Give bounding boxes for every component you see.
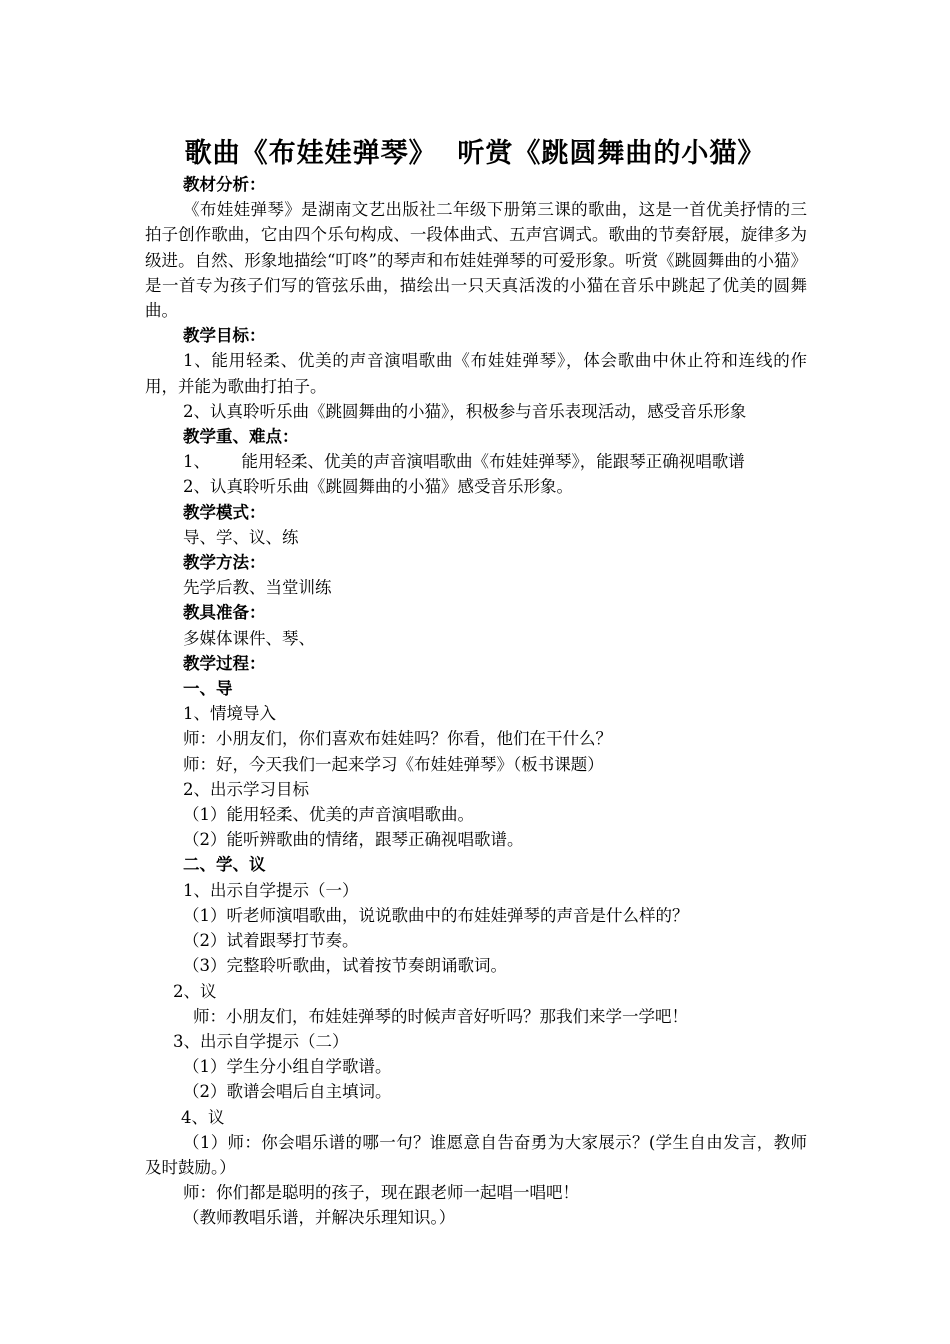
process-line: （2）能听辨歌曲的情绪，跟琴正确视唱歌谱。 xyxy=(183,830,524,850)
heading-analysis: 教材分析： xyxy=(183,175,266,194)
process-line: 4、议 xyxy=(181,1107,225,1127)
process-line: （1）师：你会唱乐谱的哪一句？谁愿意自告奋勇为大家展示？(学生自由发言，教师及时鼓励。） xyxy=(145,1132,807,1177)
goal-item-1: 1、能用轻柔、优美的声音演唱歌曲《布娃娃弹琴》，体会歌曲中休止符和连线的作用，并能为歌曲打拍子。 xyxy=(145,351,807,396)
process-line: （1）能用轻柔、优美的声音演唱歌曲。 xyxy=(183,805,474,825)
process-line: 师：你们都是聪明的孩子，现在跟老师一起唱一唱吧！ xyxy=(183,1183,579,1203)
heading-key-points: 教学重、难点： xyxy=(183,427,299,447)
method-text: 先学后教、当堂训练 xyxy=(183,578,332,598)
process-line: （2）歌谱会唱后自主填词。 xyxy=(183,1082,392,1102)
goal-item-2: 2、认真聆听乐曲《跳圆舞曲的小猫》，积极参与音乐表现活动，感受音乐形象 xyxy=(183,401,747,421)
heading-method: 教学方法： xyxy=(183,553,266,573)
key-point-1: 1、 能用轻柔、优美的声音演唱歌曲《布娃娃弹琴》，能跟琴正确视唱歌谱 xyxy=(183,452,745,472)
process-line: （教师教唱乐谱，并解决乐理知识。） xyxy=(183,1208,456,1228)
process-line: （1）听老师演唱歌曲，说说歌曲中的布娃娃弹琴的声音是什么样的？ xyxy=(183,905,689,925)
tools-text: 多媒体课件、琴、 xyxy=(183,628,315,648)
heading-goals: 教学目标： xyxy=(183,326,266,346)
analysis-paragraph: 《布娃娃弹琴》是湖南文艺出版社二年级下册第三课的歌曲，这是一首优美抒情的三拍子创作歌曲，它由四个乐句构成、一段体曲式、五声宫调式。歌曲的节奏舒展，旋律多为级进。自然、形象地描绘“叮咚”的琴声和布娃娃弹琴的可爱形象。听赏《跳圆舞曲的小猫》是一首专为孩子们写的管弦乐曲，描绘出一只天真活泼的小猫在音乐中跳起了优美的圆舞曲。 xyxy=(145,200,807,321)
process-line: （2）试着跟琴打节奏。 xyxy=(183,931,359,951)
process-line: 师：好，今天我们一起来学习《布娃娃弹琴》（板书课题） xyxy=(183,754,604,774)
process-line: 2、出示学习目标 xyxy=(183,779,309,799)
document-body xyxy=(145,172,807,1231)
mode-text: 导、学、议、练 xyxy=(183,527,299,547)
key-point-2: 2、认真聆听乐曲《跳圆舞曲的小猫》感受音乐形象。 xyxy=(183,477,573,497)
page-title: 歌曲《布娃娃弹琴》 听赏《跳圆舞曲的小猫》 xyxy=(184,138,766,169)
process-line: 师：小朋友们，布娃娃弹琴的时候声音好听吗？那我们来学一学吧！ xyxy=(193,1006,688,1026)
process-line: 2、议 xyxy=(173,981,217,1001)
process-part2-heading: 二、学、议 xyxy=(183,855,266,875)
process-line: 师：小朋友们，你们喜欢布娃娃吗？你看，他们在干什么？ xyxy=(183,729,612,749)
process-line: 1、出示自学提示（一） xyxy=(183,880,359,900)
heading-tools: 教具准备： xyxy=(183,603,266,623)
process-line: 1、情境导入 xyxy=(183,704,276,724)
heading-process: 教学过程： xyxy=(183,653,266,673)
process-part1-heading: 一、导 xyxy=(183,679,233,699)
heading-mode: 教学模式： xyxy=(183,502,266,522)
process-line: （1）学生分小组自学歌谱。 xyxy=(183,1057,392,1077)
process-line: （3）完整聆听歌曲，试着按节奏朗诵歌词。 xyxy=(183,956,507,976)
process-line: 3、出示自学提示（二） xyxy=(173,1031,349,1051)
